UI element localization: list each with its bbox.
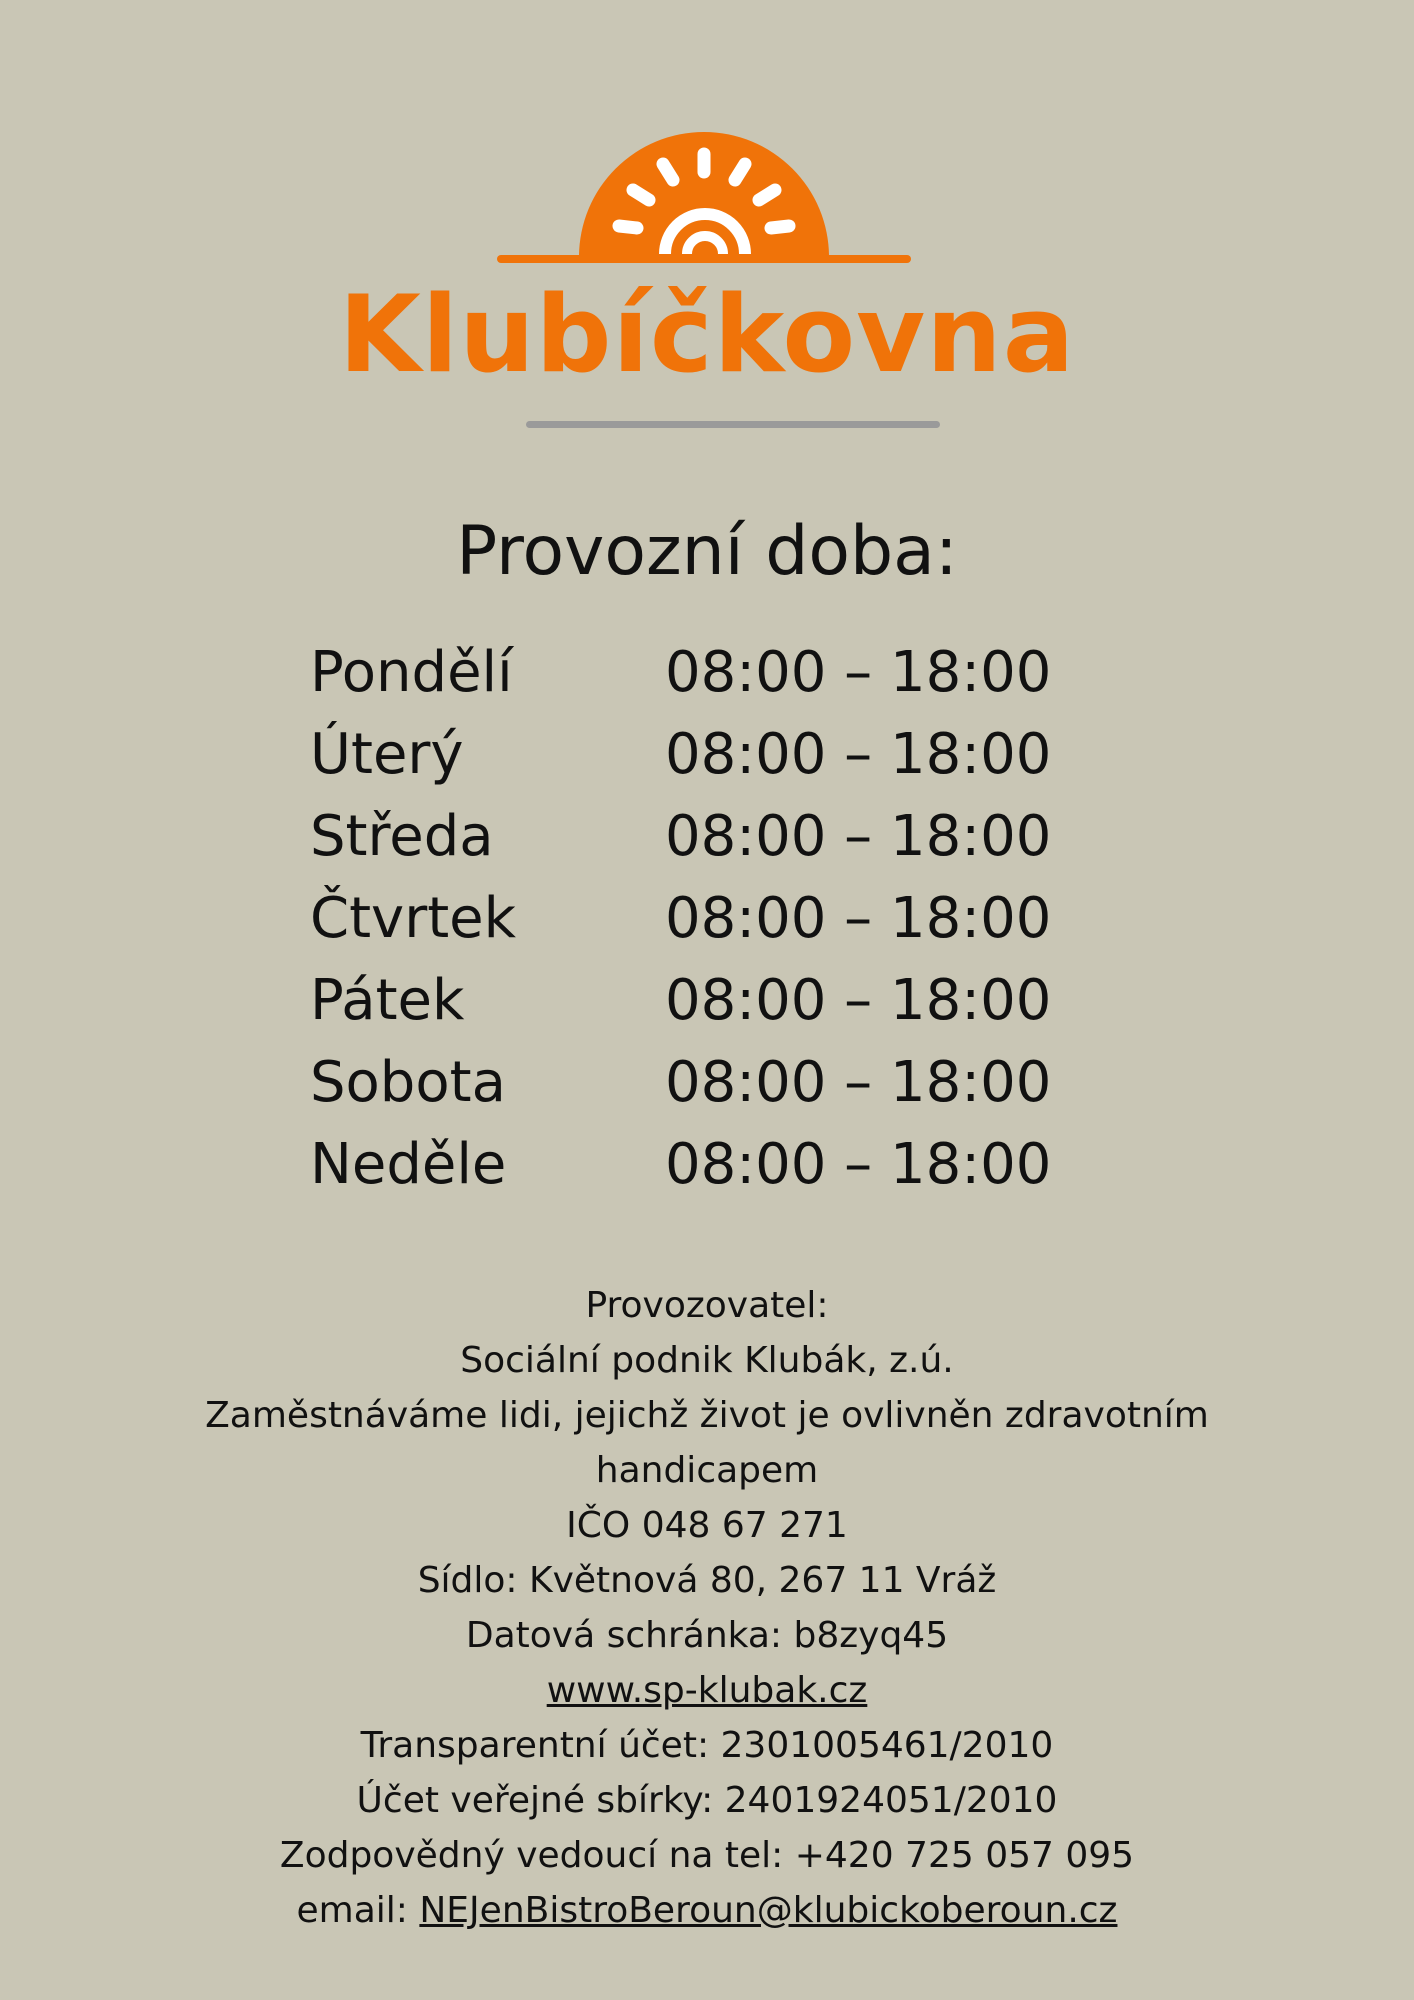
time-range: 08:00 – 18:00 (665, 804, 1052, 869)
operator-heading: Provozovatel: (585, 1285, 829, 1326)
company-id: IČO 048 67 271 (566, 1505, 848, 1546)
website-link[interactable]: www.sp-klubak.cz (546, 1670, 868, 1711)
hours-row-tuesday (310, 714, 1110, 796)
hours-row-saturday (310, 1042, 1110, 1124)
data-box: Datová schránka: b8zyq45 (465, 1615, 949, 1656)
day-label: Středa (310, 804, 494, 869)
operator-info (0, 1278, 1414, 1938)
day-label: Sobota (310, 1050, 506, 1115)
registered-seat: Sídlo: Květnová 80, 267 11 Vráž (417, 1560, 997, 1601)
time-range: 08:00 – 18:00 (665, 1050, 1052, 1115)
collection-account: Účet veřejné sbírky: 2401924051/2010 (356, 1780, 1058, 1821)
email-label: email: (296, 1890, 420, 1931)
email-link[interactable]: NEJenBistroBeroun@klubickoberoun.cz (419, 1890, 1118, 1931)
time-range: 08:00 – 18:00 (665, 722, 1052, 787)
hours-row-thursday (310, 878, 1110, 960)
day-label: Pondělí (310, 640, 513, 705)
hours-row-sunday (310, 1124, 1110, 1206)
hours-row-friday (310, 960, 1110, 1042)
sun-icon (497, 130, 917, 270)
hours-row-monday (310, 632, 1110, 714)
time-range: 08:00 – 18:00 (665, 968, 1052, 1033)
transparent-account: Transparentní účet: 2301005461/2010 (360, 1725, 1054, 1766)
operator-name: Sociální podnik Klubák, z.ú. (460, 1340, 954, 1381)
mission-line-2: handicapem (595, 1450, 819, 1491)
hours-row-wednesday (310, 796, 1110, 878)
time-range: 08:00 – 18:00 (665, 640, 1052, 705)
time-range: 08:00 – 18:00 (665, 886, 1052, 951)
time-range: 08:00 – 18:00 (665, 1132, 1052, 1197)
brand-name: Klubíčkovna (338, 273, 1076, 396)
day-label: Čtvrtek (310, 886, 517, 951)
manager-phone: Zodpovědný vedoucí na tel: +420 725 057 095 (279, 1835, 1135, 1876)
email-row (0, 1883, 1414, 1938)
website-row (0, 1663, 1414, 1718)
opening-hours-table (310, 632, 1110, 1206)
opening-hours-title: Provozní doba: (456, 512, 958, 591)
brand-divider (526, 421, 940, 428)
day-label: Úterý (310, 722, 464, 787)
day-label: Neděle (310, 1132, 507, 1197)
day-label: Pátek (310, 968, 465, 1033)
mission-line-1: Zaměstnáváme lidi, jejichž život je ovlivněn zdravotním (205, 1395, 1209, 1436)
